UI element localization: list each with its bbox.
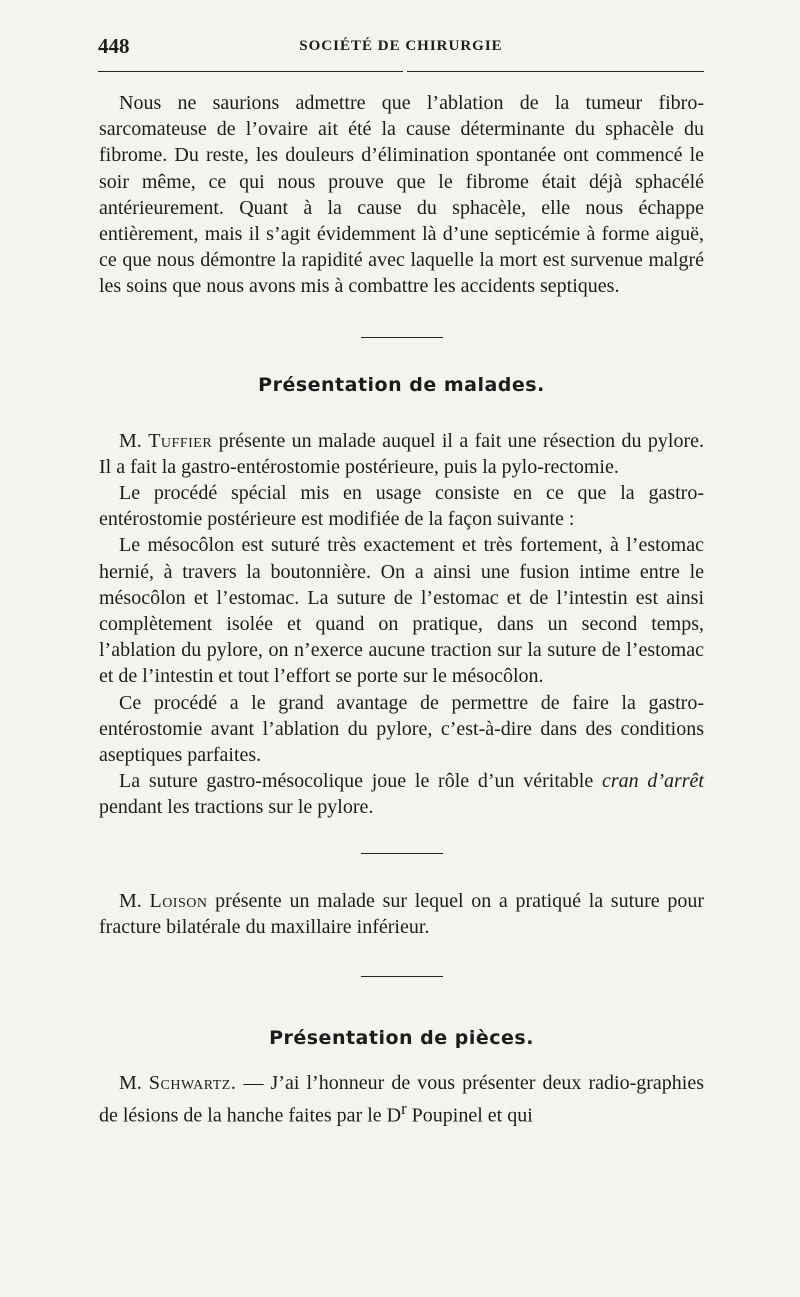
paragraph-text: Poupinel et qui bbox=[411, 1104, 533, 1127]
section-title-malades: Présentation de malades. bbox=[258, 373, 545, 396]
italic-term: cran d’arrêt bbox=[601, 770, 704, 793]
speaker-prefix: M. bbox=[119, 889, 142, 912]
running-title: SOCIÉTÉ DE CHIRURGIE bbox=[299, 38, 503, 54]
paragraph-tuffier bbox=[99, 428, 704, 480]
paragraph-avantage: Ce procédé a le grand avantage de permettre de faire la gastro-entérostomie avant l’ablation du pylore, c’est-à-dire dans des conditions aseptiques parfaites. bbox=[99, 691, 704, 767]
speaker-name: Loison bbox=[149, 889, 208, 912]
paragraph-loison bbox=[99, 888, 704, 940]
paragraph-text: La suture gastro-mésocolique joue le rôle d’un véritable bbox=[119, 770, 594, 793]
paragraph-mesocolon: Le mésocôlon est suturé très exactement et très fortement, à l’estomac hernié, à travers la boutonnière. On a ainsi une fusion intime entre le mésocôlon et l’estomac. La suture de l’estomac et de l’intestin est ainsi complètement isolée et quand on pratique, dans un second temps, l’ablation du pylore, on n’exerce aucune traction sur la suture de l’estomac et de l’intestin et tout l’effort se porte sur le mésocôlon. bbox=[99, 534, 704, 688]
paragraph-conclusion: Nous ne saurions admettre que l’ablation de la tumeur fibro-sarcomateuse de l’ovaire ait été la cause déterminante du sphacèle du fibrome. Du reste, les douleurs d’élimination spontanée ont commencé le soir même, ce qui nous prouve que le fibrome était déjà sphacélé antérieurement. Quant à la cause du sphacèle, elle nous échappe entièrement, mais il s’agit évidemment là d’une septicémie à forme aiguë, ce que nous démontre la rapidité avec laquelle la mort est survenue malgré les soins que nous avons mis à combattre les accidents septiques. bbox=[99, 92, 704, 298]
speaker-name: Schwartz. bbox=[148, 1072, 237, 1095]
paragraph-procede: Le procédé spécial mis en usage consiste en ce que la gastro-entérostomie postérieure est modifiée de la façon suivante : bbox=[99, 482, 704, 531]
paragraph-suture bbox=[99, 768, 704, 820]
section-separator bbox=[361, 853, 443, 854]
section-separator bbox=[361, 976, 443, 977]
section-separator bbox=[361, 337, 443, 338]
paragraph-text: — J’ai l’honneur de vous présenter deux radio-graphies de lésions de la hanche faites par le D bbox=[99, 1072, 705, 1127]
paragraph-text: présente un malade sur lequel on a pratiqué la suture pour fracture bilatérale du maxillaire inférieur. bbox=[99, 889, 705, 938]
page-header bbox=[98, 34, 704, 64]
speaker-name: Tuffier bbox=[148, 429, 213, 452]
superscript: r bbox=[401, 1099, 407, 1119]
page-number: 448 bbox=[98, 34, 130, 58]
paragraph-text: pendant les tractions sur le pylore. bbox=[99, 796, 374, 819]
paragraph-schwartz bbox=[99, 1070, 704, 1129]
header-rule-right bbox=[407, 71, 704, 72]
speaker-prefix: M. bbox=[119, 1072, 142, 1095]
speaker-prefix: M. bbox=[119, 429, 142, 452]
section-title-pieces: Présentation de pièces. bbox=[269, 1027, 534, 1050]
header-rule-left bbox=[98, 71, 403, 72]
paragraph-text: présente un malade auquel il a fait une résection du pylore. Il a fait la gastro-entérostomie postérieure, puis la pylo-rectomie. bbox=[99, 429, 705, 478]
page-body bbox=[99, 90, 704, 1129]
